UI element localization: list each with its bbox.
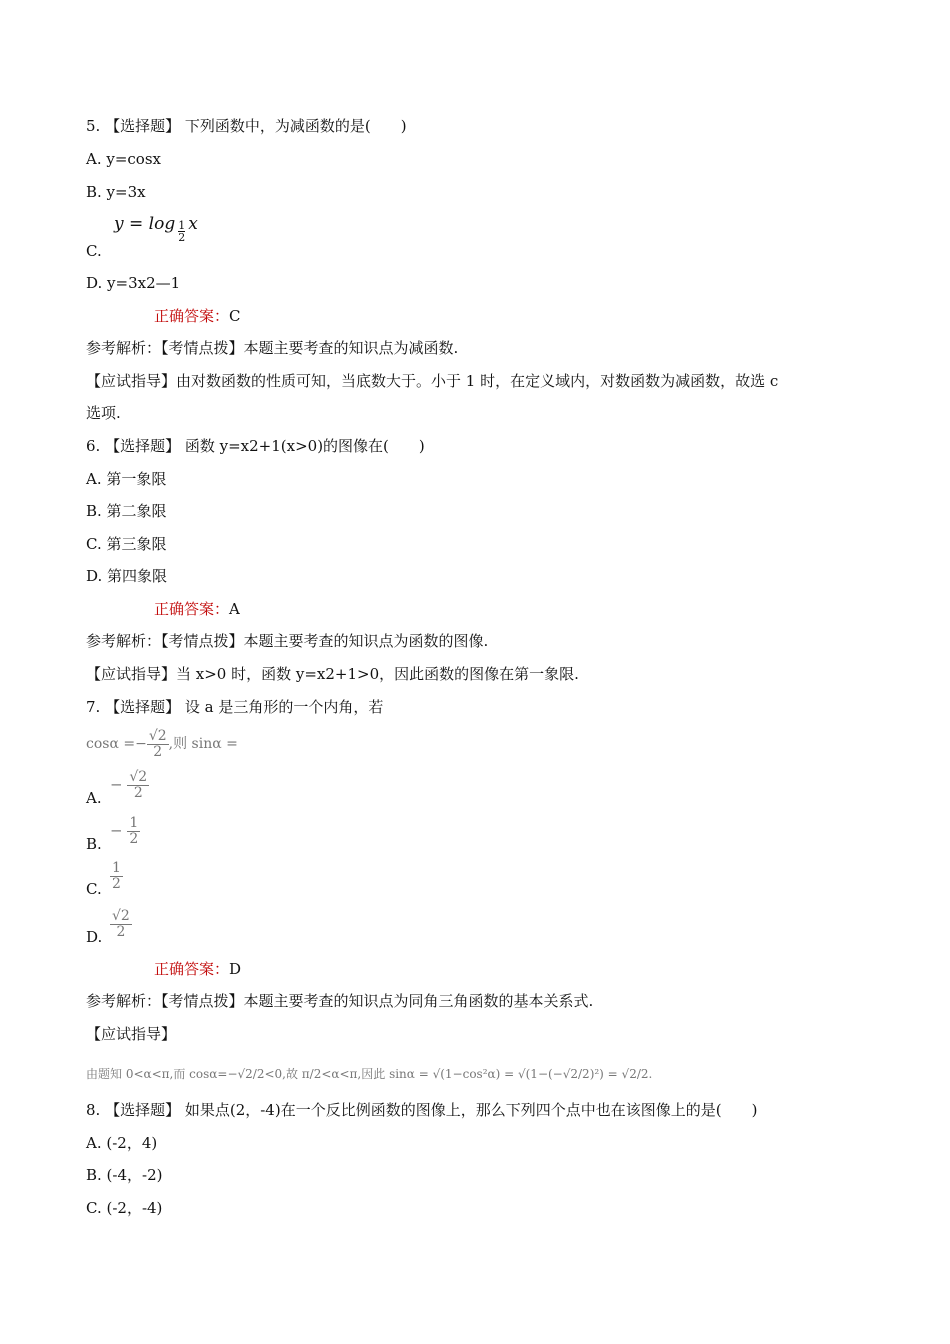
q7-option-b-value: − $\frac{1}{2}$ [110,815,139,847]
q8-option-b: B. (-4，-2) [86,1166,163,1184]
q7-option-c-value: $\frac{1}{2}$ [112,860,121,892]
q5-option-c: C. [86,242,102,260]
q6-option-d: D. 第四象限 [86,567,168,585]
q7-option-d-value: $\frac{√2}{2}$ [112,908,130,940]
q5-guide-line1: 【应试指导】由对数函数的性质可知，当底数大于。小于 1 时，在定义域内，对数函数为减函数，故选 c [86,372,779,390]
q5-option-c-formula: y = log $\frac{1}{2}$ x [114,214,198,244]
q7-stem: 7. 【选择题】 设 a 是三角形的一个内角，若 [86,698,384,716]
q8-option-c: C. (-2，-4) [86,1199,163,1217]
q5-guide-line2: 选项. [86,404,121,422]
q7-guide-title: 【应试指导】 [86,1025,177,1043]
q6-option-b: B. 第二象限 [86,502,167,520]
q7-answer: 正确答案：D [154,960,242,978]
q7-option-c-label: C. [86,880,102,898]
q6-analysis: 参考解析：【考情点拨】本题主要考查的知识点为函数的图像. [86,632,489,650]
q7-guide-formula: 由题知 0<α<π,而 cosα=−√2/2<0,故 π/2<α<π,因此 sinα = √(1−cos²α) = √(1−(−√2/2)²) = √2/2. [86,1067,653,1081]
q8-option-a: A. (-2，4) [86,1134,158,1152]
q6-guide: 【应试指导】当 x>0 时，函数 y=x2+1>0，因此函数的图像在第一象限. [86,665,579,683]
q5-answer: 正确答案：C [154,307,241,325]
q7-analysis: 参考解析：【考情点拨】本题主要考查的知识点为同角三角函数的基本关系式. [86,992,594,1010]
q6-answer: 正确答案：A [154,600,240,618]
q5-option-d: D. y=3x2—1 [86,274,181,292]
q7-option-b-label: B. [86,835,102,853]
q6-option-c: C. 第三象限 [86,535,167,553]
q7-option-a-label: A. [86,789,102,807]
q7-condition: cosα =− $\frac{√2}{2}$ ,则 sinα = [86,727,238,760]
q7-option-a-value: − $\frac{√2}{2}$ [110,769,148,801]
q5-option-a: A. y=cosx [86,150,161,168]
q7-option-d-label: D. [86,928,103,946]
q6-stem: 6. 【选择题】 函数 y=x2+1(x>0)的图像在( ) [86,437,425,455]
q8-stem: 8. 【选择题】 如果点(2，-4)在一个反比例函数的图像上，那么下列四个点中也在该图像上的是( ) [86,1101,758,1119]
q6-option-a: A. 第一象限 [86,470,167,488]
q5-stem: 5. 【选择题】 下列函数中，为减函数的是( ) [86,117,407,135]
q5-option-b: B. y=3x [86,183,146,201]
q5-analysis: 参考解析：【考情点拨】本题主要考查的知识点为减函数. [86,339,459,357]
